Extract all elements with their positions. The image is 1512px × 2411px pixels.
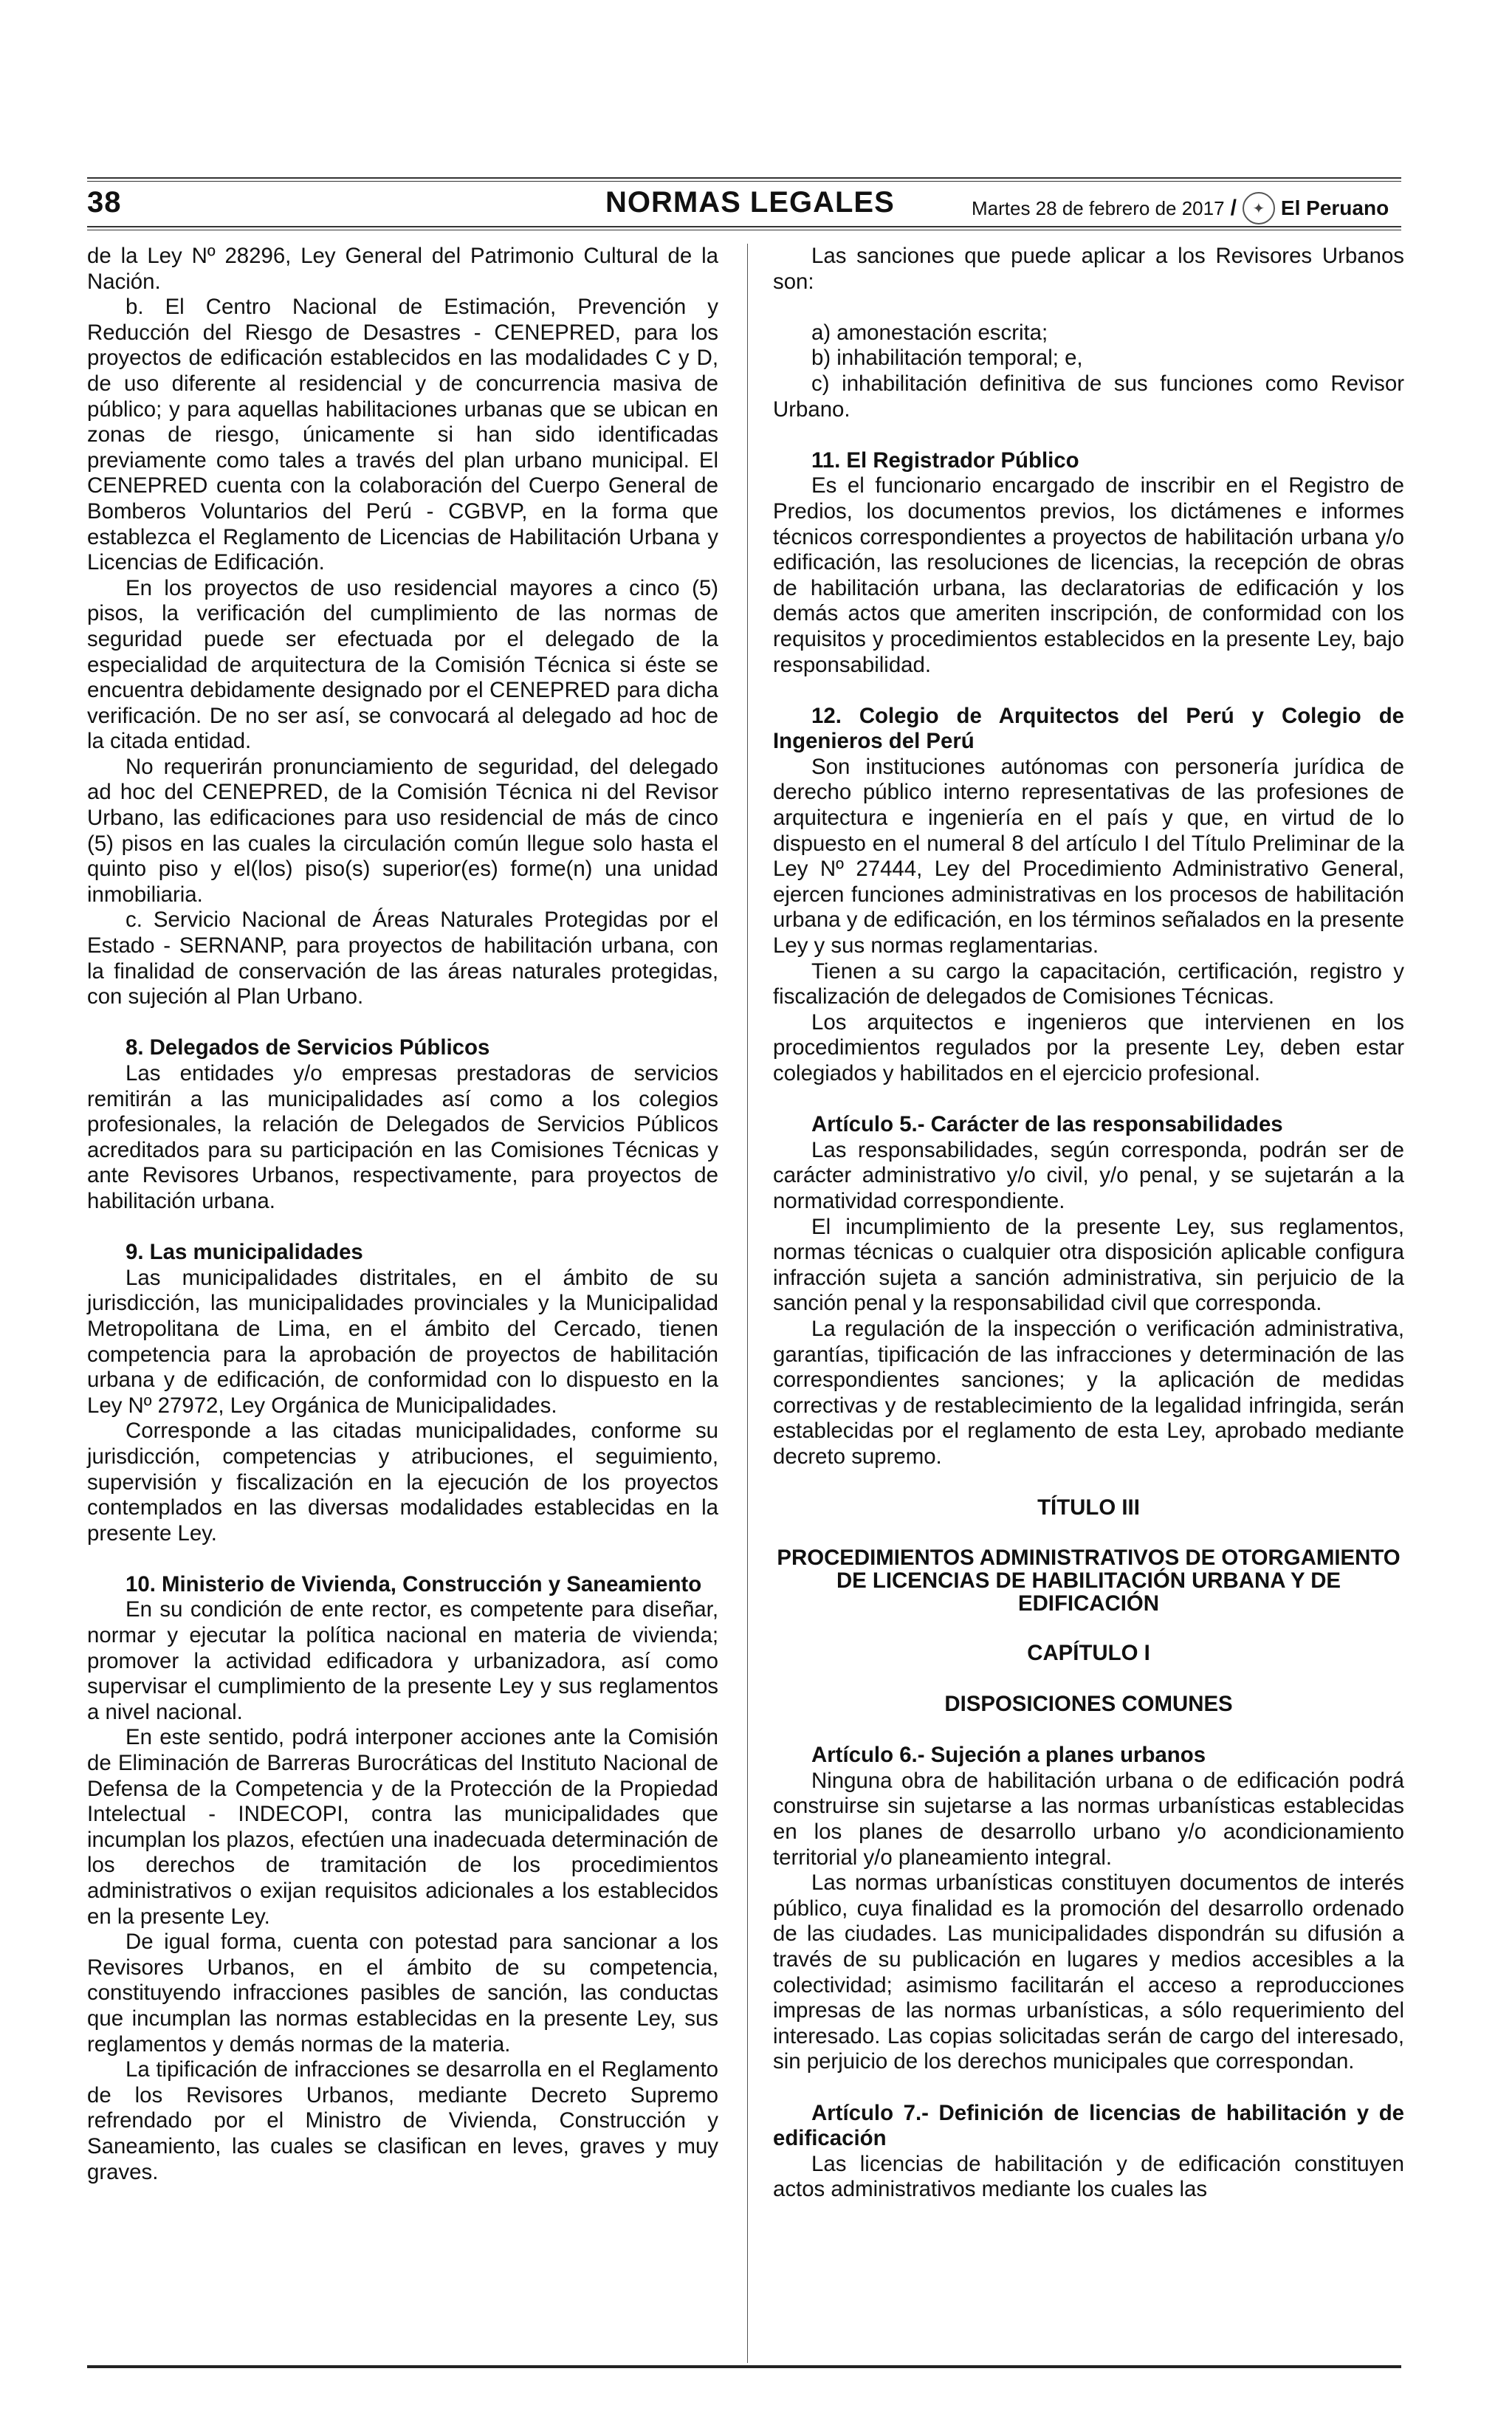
section-heading: 12. Colegio de Arquitectos del Perú y Colegio de Ingenieros del Perú bbox=[773, 703, 1404, 754]
header-top-rule-2 bbox=[87, 181, 1401, 182]
right-column bbox=[773, 244, 1404, 2203]
body-paragraph: b) inhabilitación temporal; e, bbox=[811, 346, 1083, 371]
publication-date: Martes 28 de febrero de 2017 bbox=[972, 196, 1225, 219]
body-paragraph: Las responsabilidades, según corresponda, podrán ser de carácter administrativo y/o civil, y/o penal, y se sujetarán a la normatividad correspondiente. bbox=[773, 1137, 1404, 1213]
header-separator: / bbox=[1230, 196, 1237, 220]
body-paragraph: En este sentido, podrá interponer acciones ante la Comisión de Eliminación de Barreras Burocráticas del Instituto Nacional de Defensa de la Competencia y de la Protección de la Propiedad Intelectual - INDECOPI, contra las municipalidades que incumplan los plazos, efectúen una inadecuada determinación de los derechos de tramitación de los procedimientos administrativos o exijan requisitos adicionales a los establecidos en la presente Ley. bbox=[87, 1725, 718, 1929]
body-paragraph: c. Servicio Nacional de Áreas Naturales Protegidas por el Estado - SERNANP, para proyectos de habilitación urbana, con la finalidad de conservación de las áreas naturales protegidas, con sujeción al Plan Urbano. bbox=[87, 908, 718, 1009]
body-paragraph: Las entidades y/o empresas prestadoras de servicios remitirán a las municipalidades así como a los colegios profesionales, la relación de Delegados de Servicios Públicos acreditados para su participación en las Comisiones Técnicas y ante Revisores Urbanos, respectivamente, para proyectos de habilitación urbana. bbox=[87, 1061, 718, 1213]
section-heading: 9. Las municipalidades bbox=[126, 1240, 363, 1265]
national-seal-icon: ✦ bbox=[1243, 192, 1275, 224]
body-paragraph: La tipificación de infracciones se desarrolla en el Reglamento de los Revisores Urbanos, mediante Decreto Supremo refrendado por el Ministro de Vivienda, Construcción y Saneamiento, las cuales se clasifican en leves, graves y muy graves. bbox=[87, 2057, 718, 2184]
body-paragraph: Las normas urbanísticas constituyen documentos de interés público, cuya finalidad es la promoción del desarrollo ordenado de las ciudades. Las municipalidades dispondrán su difusión a través de su publicación en lugares y medios accesibles a la colectividad; asimismo facilitarán el acceso a reproducciones impresas de las normas urbanísticas, a sólo requerimiento del interesado. Las copias solicitadas serán de cargo del interesado, sin perjuicio de los derechos municipales que correspondan. bbox=[773, 1870, 1404, 2074]
paragraph-gap bbox=[773, 295, 1404, 320]
chapter-heading: PROCEDIMIENTOS ADMINISTRATIVOS DE OTORGAMIENTO DE LICENCIAS DE HABILITACIÓN URBANA Y DE EDIFICACIÓN bbox=[777, 1546, 1401, 1616]
footer-rule bbox=[87, 2365, 1401, 2368]
paragraph-gap bbox=[87, 1215, 718, 1241]
chapter-heading: DISPOSICIONES COMUNES bbox=[944, 1692, 1233, 1717]
body-paragraph: Los arquitectos e ingenieros que intervienen en los procedimientos regulados por la presente Ley, deben estar colegiados y habilitados en el ejercicio profesional. bbox=[773, 1009, 1404, 1086]
body-paragraph: Es el funcionario encargado de inscribir en el Registro de Predios, los documentos previos, los dictámenes e informes técnicos correspondientes a proyectos de habilitación urbana y/o edificación, las resoluciones de licencias, la recepción de obras de habilitación urbana, las declaratorias de edificación y los demás actos que ameriten inscripción, de conformidad con los requisitos y procedimientos establecidos en la presente Ley, bajo responsabilidad. bbox=[773, 473, 1404, 677]
body-paragraph: El incumplimiento de la presente Ley, sus reglamentos, normas técnicas o cualquier otra disposición aplicable configura infracción sujeta a sanción administrativa, sin perjuicio de la sanción penal y la responsabilidad civil que corresponda. bbox=[773, 1214, 1404, 1316]
header-top-rule bbox=[87, 177, 1401, 179]
section-heading: Artículo 6.- Sujeción a planes urbanos bbox=[811, 1743, 1206, 1768]
body-paragraph: de la Ley Nº 28296, Ley General del Patrimonio Cultural de la Nación. bbox=[87, 244, 718, 294]
body-paragraph: Son instituciones autónomas con personería jurídica de derecho público interno representativas de las profesiones de arquitectura e ingeniería en el país y que, en virtud de lo dispuesto en el numeral 8 del artículo I del Título Preliminar de la Ley Nº 27444, Ley del Procedimiento Administrativo General, ejercen funciones administrativas en los procesos de habilitación urbana y de edificación, en los términos señalados en la presente Ley y sus normas reglamentarias. bbox=[773, 754, 1404, 958]
column-divider bbox=[747, 244, 748, 2363]
body-paragraph: Las licencias de habilitación y de edificación constituyen actos administrativos mediante los cuales las bbox=[773, 2151, 1404, 2202]
body-paragraph: a) amonestación escrita; bbox=[811, 320, 1048, 345]
paragraph-gap bbox=[773, 2075, 1404, 2101]
left-column bbox=[87, 244, 718, 2185]
body-paragraph: c) inhabilitación definitiva de sus funciones como Revisor Urbano. bbox=[773, 371, 1404, 422]
body-paragraph: No requerirán pronunciamiento de seguridad, del delegado ad hoc del CENEPRED, de la Comisión Técnica ni del Revisor Urbano, las edificaciones para uso residencial de más de cinco (5) pisos en las cuales la circulación común llegue solo hasta el quinto piso y el(los) piso(s) superior(es) forme(n) una unidad inmobiliaria. bbox=[87, 754, 718, 907]
paragraph-gap bbox=[773, 1470, 1404, 1496]
paragraph-gap bbox=[773, 1718, 1404, 1743]
body-paragraph: De igual forma, cuenta con potestad para sancionar a los Revisores Urbanos, en el ámbito de su competencia, constituyendo infracciones pasibles de sanción, las conductas que incumplan las normas establecidas en la presente Ley, sus reglamentos y demás normas de la materia. bbox=[87, 1930, 718, 2057]
paragraph-gap bbox=[773, 422, 1404, 448]
section-heading: Artículo 7.- Definición de licencias de habilitación y de edificación bbox=[773, 2100, 1404, 2151]
header-publication-info bbox=[972, 192, 1389, 224]
chapter-heading: TÍTULO III bbox=[1037, 1495, 1140, 1520]
body-paragraph: b. El Centro Nacional de Estimación, Prevención y Reducción del Riesgo de Desastres - CENEPRED, para los proyectos de edificación establecidos en las modalidades C y D, de uso diferente al residencial y de concurrencia masiva de público; y para aquellas habilitaciones urbanas que se ubican en zonas de riesgo, únicamente si han sido identificadas previamente como tales a través del plan urbano municipal. El CENEPRED cuenta con la colaboración del Cuerpo General de Bomberos Voluntarios del Perú - CGBVP, en la forma que establezca el Reglamento de Licencias de Habilitación Urbana y Licencias de Edificación. bbox=[87, 295, 718, 575]
header-bottom-rule bbox=[87, 226, 1401, 227]
paragraph-gap bbox=[773, 1087, 1404, 1113]
section-heading: 10. Ministerio de Vivienda, Construcción y Saneamiento bbox=[126, 1571, 702, 1597]
publication-name: El Peruano bbox=[1280, 196, 1389, 219]
body-paragraph: Tienen a su cargo la capacitación, certificación, registro y fiscalización de delegados de Comisiones Técnicas. bbox=[773, 958, 1404, 1009]
section-heading: Artículo 5.- Carácter de las responsabilidades bbox=[811, 1112, 1283, 1137]
paragraph-gap bbox=[773, 1666, 1404, 1692]
paragraph-gap bbox=[773, 1615, 1404, 1641]
body-paragraph: En los proyectos de uso residencial mayores a cinco (5) pisos, la verificación del cumplimiento de las normas de seguridad puede ser efectuada por el delegado de la especialidad de arquitectura de la Comisión Técnica si éste se encuentra debidamente designado por el CENEPRED para dicha verificación. De no ser así, se convocará al delegado ad hoc de la citada entidad. bbox=[87, 575, 718, 754]
section-heading: 8. Delegados de Servicios Públicos bbox=[126, 1035, 490, 1060]
body-paragraph: Las municipalidades distritales, en el ámbito de su jurisdicción, las municipalidades provinciales y la Municipalidad Metropolitana de Lima, en el ámbito del Cercado, tienen competencia para la aprobación de proyectos de habilitación urbana y de edificación, de conformidad con lo dispuesto en la Ley Nº 27972, Ley Orgánica de Municipalidades. bbox=[87, 1265, 718, 1418]
section-heading: 11. El Registrador Público bbox=[811, 447, 1079, 473]
body-paragraph: Ninguna obra de habilitación urbana o de edificación podrá construirse sin sujetarse a las normas urbanísticas establecidas en los planes de desarrollo urbano y/o acondicionamiento territorial y/o planeamiento integral. bbox=[773, 1768, 1404, 1870]
paragraph-gap bbox=[87, 1546, 718, 1572]
body-paragraph: En su condición de ente rector, es competente para diseñar, normar y ejecutar la política nacional en materia de vivienda; promover la actividad edificadora y urbanizadora, así como supervisar el cumplimiento de la presente Ley y sus reglamentos a nivel nacional. bbox=[87, 1597, 718, 1724]
body-paragraph: Las sanciones que puede aplicar a los Revisores Urbanos son: bbox=[773, 244, 1404, 294]
body-paragraph: La regulación de la inspección o verificación administrativa, garantías, tipificación de las infracciones y determinación de las correspondientes sanciones; y la aplicación de medidas correctivas y de restablecimiento de la legalidad infringida, serán establecidas por el reglamento de esta Ley, aprobado mediante decreto supremo. bbox=[773, 1316, 1404, 1469]
section-title: NORMAS LEGALES bbox=[605, 186, 895, 219]
body-paragraph: Corresponde a las citadas municipalidades, conforme su jurisdicción, competencias y atribuciones, el seguimiento, supervisión y fiscalización en la ejecución de los proyectos contemplados en las diversas modalidades establecidas en la presente Ley. bbox=[87, 1419, 718, 1546]
paragraph-gap bbox=[87, 1010, 718, 1036]
page-number: 38 bbox=[87, 186, 122, 219]
paragraph-gap bbox=[773, 678, 1404, 704]
paragraph-gap bbox=[773, 1521, 1404, 1547]
chapter-heading: CAPÍTULO I bbox=[1027, 1640, 1150, 1665]
